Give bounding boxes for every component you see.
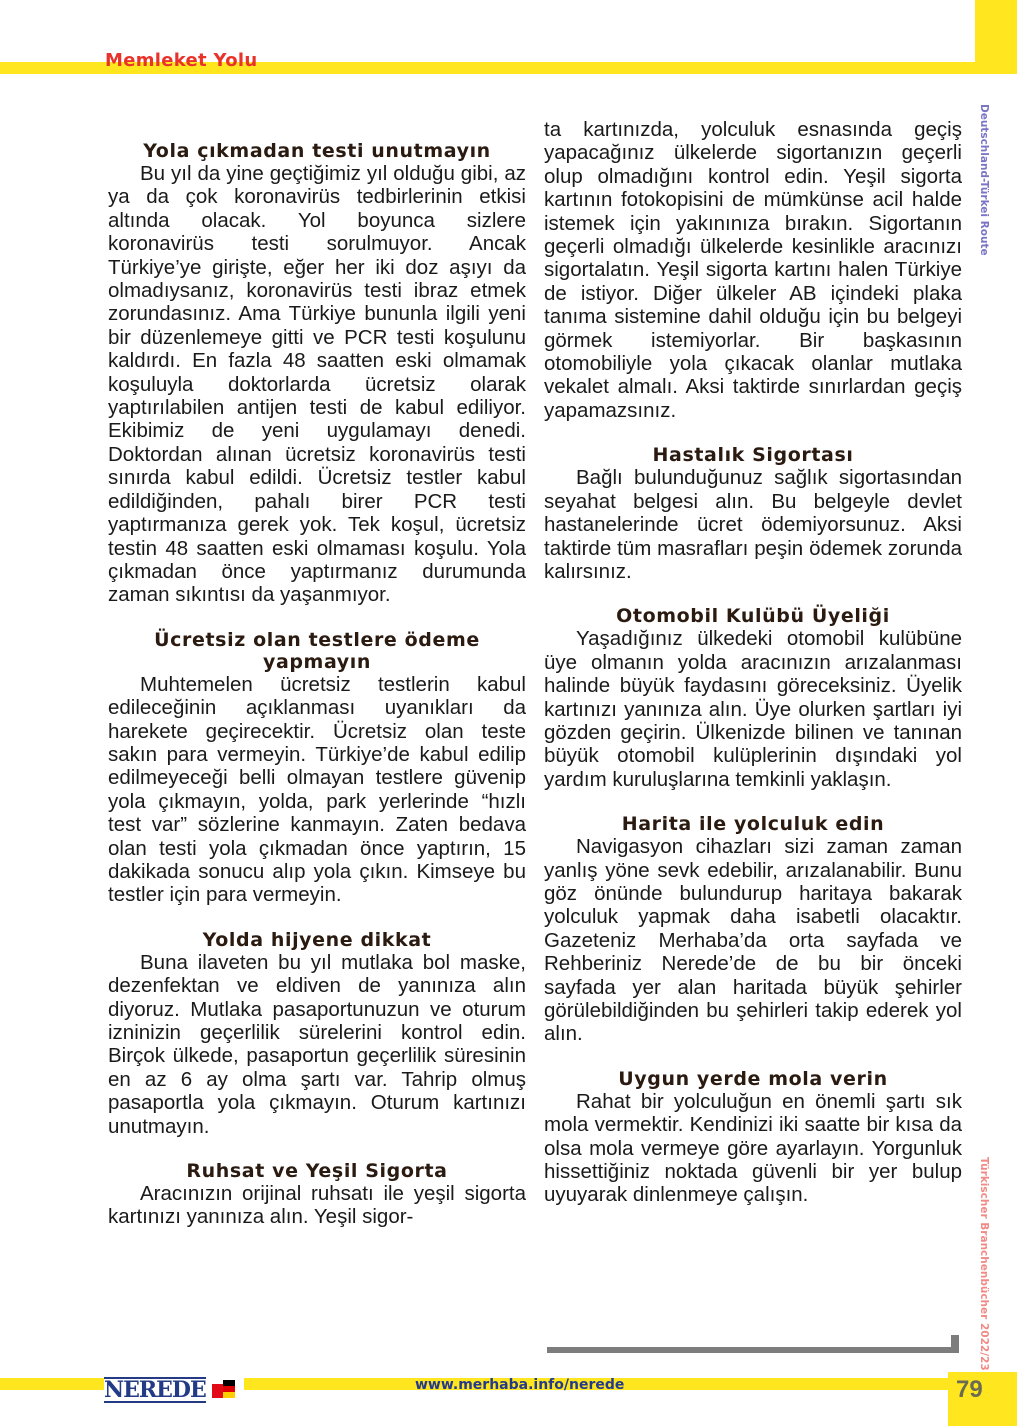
side-label-route: Deutschland-Türkei Route [978, 104, 990, 256]
nerede-logo [104, 1370, 244, 1410]
section-label: Memleket Yolu [105, 50, 258, 71]
article-heading: Hastalık Sigortası [652, 444, 854, 467]
article-heading: Yola çıkmadan testi unutmayın [143, 140, 491, 162]
page-number: 79 [956, 1376, 983, 1403]
article-paragraph: Muhtemelen ücretsiz testlerin kabul edileceğinin açıklanması uyanıkları da harekete geçirecektir. Ücretsiz olan teste sakın para vermeyin. Türkiye’de kabul edilip edilmeyeceği belli olmayan testlere güvenip yola çıkmayın, yolda, park yerlerinde “hızlı test var” sözlerine kanmayın. Zaten bedava olan testi yola çıkmadan önce yaptırın, 15 dakikada sonucu alıp yola çıkın. Kimseye bu testler için para vermeyin. [108, 672, 526, 907]
footer-url-link[interactable]: www.merhaba.info/nerede [415, 1377, 625, 1393]
article-paragraph: Navigasyon cihazları sizi zaman zaman yanlış yöne sevk edebilir, arızalanabilir. Bunu göz önünde bulundurup haritaya bakarak yolculuk yapmak daha isabetli olacaktır. Gazeteniz Merhaba’da orta sayfada ve Rehberiniz Nerede’de de bu bir önceki sayfada yer alan haritada büyük şehirler görülebildiğinden bu şehirleri takip ederek yol alın. [544, 835, 962, 1046]
article-paragraph: Bu yıl da yine geçtiğimiz yıl olduğu gibi, az ya da çok koronavirüs tedbirlerinin etkisi altında olacak. Yol boyunca sizlere koronavirüs testi sorulmuyor. Ancak Türkiye’ye girişte, eğer her iki doz aşıyı da olmadıysanız, koronavirüs testi ibraz etmek zorundasınız. Ama Türkiye bununla ilgili yeni bir düzenlemeye gitti ve PCR testi koşulunu kaldırdı. En fazla 48 saatten eski olmamak koşuluyla doktorlarda ücretsiz olarak yaptırılabilen antijen testi de kabul ediliyor. Ekibimiz de yeni uygulamayı denedi. Doktordan alınan ücretsiz koronavirüs testi sınırda kabul edildi. Ücretsiz testler kabul edildiğinden, pahalı birer PCR testi yaptırmanıza gerek yok. Tek koşul, ücretsiz testin 48 saatten eski olmaması koşulu. Yola çıkmadan önce yaptırmanız durumunda zaman sıkıntısı da yaşanmıyor. [108, 162, 526, 607]
article-paragraph: Rahat bir yolculuğun en önemli şartı sık mola vermektir. Kendinizi iki saatte bir kısa da olsa mola vermeye göre ayarlayın. Yorgunluk hissettiğiniz noktada güvenli bir yer bulup uyuyarak dinlenmeye çalışın. [544, 1089, 962, 1207]
article-paragraph: Bağlı bulunduğunuz sağlık sigortasından seyahat belgesi alın. Bu belgeyle devlet hastanelerinde ücret ödemiyorsunuz. Aksi taktirde tüm masrafları peşin ödemek zorunda kalırsınız. [544, 466, 962, 583]
logo-wordmark: NEREDE [104, 1377, 206, 1403]
flags-icon [212, 1378, 236, 1402]
article-heading: Ruhsat ve Yeşil Sigorta [186, 1160, 448, 1183]
right-column [544, 118, 962, 1207]
article-heading: Uygun yerde mola verin [618, 1067, 888, 1090]
article-heading: Yolda hijyene dikkat [202, 928, 432, 951]
left-column [108, 140, 526, 1229]
article-paragraph: Buna ilaveten bu yıl mutlaka bol maske, dezenfektan ve eldiven de yanınıza alın diyoruz. Mutlaka pasaportunuzun ve oturum izninizin geçerlilik sürelerini kontrol edin. Birçok ülkede, pasaportun geçerlilik süresinin en az 6 ay olma şartı var. Tahrip olmuş pasaportla yola çıkmayın. Oturum kartınızı unutmayın. [108, 950, 526, 1138]
article-heading: Ücretsiz olan testlere ödeme yapmayın [154, 628, 480, 673]
article-paragraph: Yaşadığınız ülkedeki otomobil kulübüne üye olmanın yolda aracınızın arızalanması halinde büyük faydasını göreceksiniz. Üyelik kartınızı yanınıza alın. Üye olurken şartları iyi gözden geçirin. Ülkenizde bilinen ve tanınan büyük otomobil kulüplerinin dışındaki yol yardım kuruluşlarına temkinli yaklaşın. [544, 627, 962, 791]
article-paragraph: Aracınızın orijinal ruhsatı ile yeşil sigorta kartınızı yanınıza alın. Yeşil sigor- [108, 1182, 526, 1229]
article-heading: Otomobil Kulübü Üyeliği [616, 605, 890, 628]
article-end-rule-tick [951, 1335, 959, 1353]
article-end-rule [547, 1347, 959, 1353]
article-heading: Harita ile yolculuk edin [621, 813, 885, 836]
side-label-publication: Türkischer Branchenbücher 2022/23 [978, 1157, 990, 1371]
article-paragraph-continuation: ta kartınızda, yolculuk esnasında geçiş yapacağınız ülkelerde sigortanızın geçerli olup olmadığını kontrol edin. Yeşil sigorta kartının fotokopisini de mümkünse acil halde istemek için yakınınıza bırakın. Sigortanın geçerli olmadığı ülkelerde kesinlikle aracınızı sigortalatın. Yeşil sigorta kartını halen Türkiye de istiyor. Diğer ülkeler AB içindeki plaka tanıma sistemine dahil olduğu için bu belgeyi görmek istemiyorlar. Bir başkasının otomobiliyle yola çıkacak olanlar mutlaka vekalet almalı. Aksi taktirde sınırlardan geçiş yapamazsınız. [544, 118, 962, 422]
header-corner-tab [975, 0, 1017, 74]
